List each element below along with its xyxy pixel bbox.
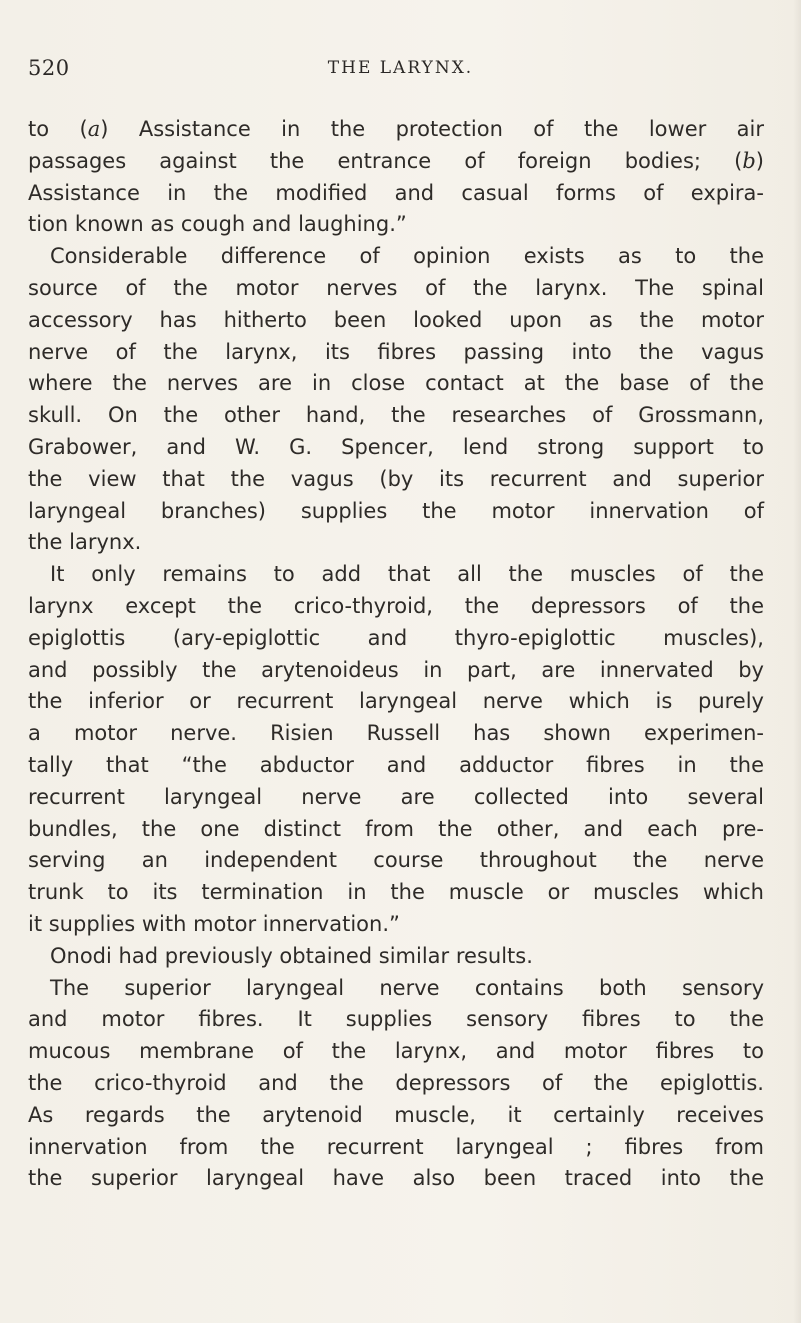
text-line: the view that the vagus (by its recurrent and superior <box>28 466 764 491</box>
text-line: nerve of the larynx, its fibres passing into the vagus <box>28 339 764 364</box>
text-line: and possibly the arytenoideus in part, are innervated by <box>28 657 764 682</box>
text-line: recurrent laryngeal nerve are collected into several <box>28 784 764 809</box>
text-line: laryngeal branches) supplies the motor innervation of <box>28 498 764 523</box>
text-line: Considerable difference of opinion exists as to the <box>50 244 764 269</box>
text-fragment: ) <box>755 148 764 173</box>
text-line: accessory has hitherto been looked upon as the motor <box>28 307 764 332</box>
text-fragment: to ( <box>28 117 88 141</box>
running-title: THE LARYNX. <box>327 58 474 78</box>
text-line: and motor fibres. It supplies sensory fibres to the <box>28 1007 764 1032</box>
italic-letter: b <box>742 148 756 173</box>
text-line: skull. On the other hand, the researches of Grossmann, <box>28 403 764 428</box>
text-fragment: ) Assistance in the protection of the lower air <box>100 117 764 141</box>
text-fragment: passages against the entrance of foreign bodies; ( <box>28 148 743 173</box>
text-line: trunk to its termination in the muscle or muscles which <box>28 880 764 905</box>
text-line: larynx except the crico-thyroid, the depressors of the <box>28 593 764 618</box>
text-line: the larynx. <box>28 530 142 555</box>
page-number: 520 <box>28 56 70 80</box>
text-line <box>28 114 764 146</box>
text-line: mucous membrane of the larynx, and motor fibres to <box>28 1039 764 1064</box>
text-line: epiglottis (ary-epiglottic and thyro-epiglottic muscles), <box>28 625 764 650</box>
text-line: the superior laryngeal have also been traced into the <box>28 1166 764 1191</box>
text-line: bundles, the one distinct from the other, and each pre- <box>28 816 764 841</box>
page-header <box>0 56 801 92</box>
text-line: tion known as cough and laughing.” <box>28 212 407 237</box>
text-line <box>28 146 764 178</box>
text-line: it supplies with motor innervation.” <box>28 911 400 936</box>
text-line: It only remains to add that all the muscles of the <box>50 562 764 587</box>
text-line: Grabower, and W. G. Spencer, lend strong support to <box>28 434 764 459</box>
italic-letter: a <box>87 117 101 141</box>
page-edge-shadow <box>793 0 801 1323</box>
text-line: The superior laryngeal nerve contains both sensory <box>50 975 764 1000</box>
body-text <box>28 114 764 1195</box>
text-line: innervation from the recurrent laryngeal ; fibres from <box>28 1134 764 1159</box>
text-line: As regards the arytenoid muscle, it certainly receives <box>28 1102 764 1127</box>
text-line: serving an independent course throughout the nerve <box>28 848 764 873</box>
text-line: source of the motor nerves of the larynx. The spinal <box>28 275 764 300</box>
text-line: tally that “the abductor and adductor fibres in the <box>28 752 764 777</box>
text-line: the inferior or recurrent laryngeal nerve which is purely <box>28 689 764 714</box>
text-line: where the nerves are in close contact at the base of the <box>28 371 764 396</box>
text-line: Onodi had previously obtained similar results. <box>50 943 533 968</box>
text-line: Assistance in the modified and casual forms of expira- <box>28 180 764 205</box>
text-line: the crico-thyroid and the depressors of the epiglottis. <box>28 1070 764 1095</box>
text-line: a motor nerve. Risien Russell has shown experimen- <box>28 721 764 746</box>
